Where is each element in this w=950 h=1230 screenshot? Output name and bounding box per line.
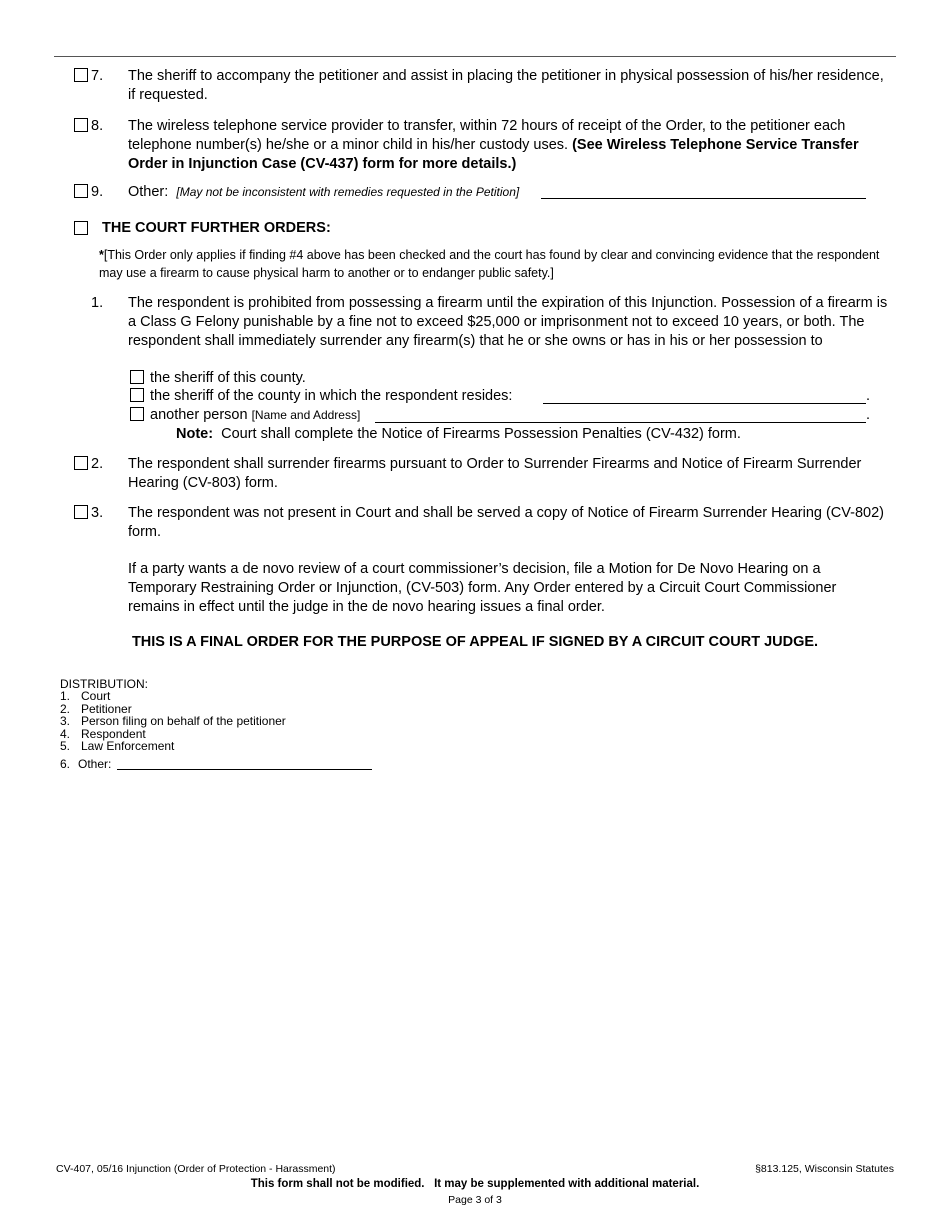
de-novo-paragraph: If a party wants a de novo review of a court commissioner’s decision, file a Motion for De Novo Hearing on a Temporary Restraining Order or Injunction, (CV-503) form. Any Order entered by a Circuit Court Commissioner remains in effect until the judge in the de novo hearing issues a final order. [128, 561, 837, 615]
firearm-item-2-text: The respondent shall surrender firearms pursuant to Order to Surrender Firearms and Notice of Firearm Surrender Hearing (CV-803) form. [128, 456, 862, 491]
distribution-title: DISTRIBUTION: [60, 677, 149, 691]
top-rule [54, 56, 896, 57]
item-7-number: 7. [91, 68, 104, 84]
another-person-field[interactable] [375, 422, 866, 423]
footer-statute: §813.125, Wisconsin Statutes [755, 1163, 894, 1175]
item-7-checkbox[interactable] [74, 68, 88, 87]
another-person-hint: [Name and Address] [251, 408, 361, 422]
firearm-item-1-number: 1. [91, 295, 104, 311]
option-sheriff-this-county-checkbox[interactable] [130, 370, 144, 389]
item-8-checkbox[interactable] [74, 118, 88, 137]
option-another-person-checkbox[interactable] [130, 407, 144, 426]
firearm-item-1-text: The respondent is prohibited from possessing a firearm until the expiration of this Injunction. Possession of a firearm is a Class G Felony punishable by a fine not to exceed $25,000 or imprisonment not to exceed 10 years, or both. The respondent shall immediately surrender any firearm(s) that he or she owns or has in his or her possession to [128, 295, 888, 349]
footer-form-id: CV-407, 05/16 Injunction (Order of Protection - Harassment) [56, 1163, 336, 1175]
distribution-other-label: 6. Other: [60, 757, 112, 771]
distribution-item: 5. Law Enforcement [60, 739, 175, 753]
further-orders-note: *[This Order only applies if finding #4 above has been checked and the court has found by clear and convincing evidence that the respondent may use a firearm to cause physical harm to another or to endanger public safety.] [99, 248, 880, 280]
distribution-item: 3. Person filing on behalf of the petitioner [60, 714, 286, 728]
another-person-period: . [866, 407, 871, 423]
further-orders-checkbox[interactable] [74, 221, 88, 240]
item-8-bold-text: (See Wireless Telephone Service Transfer Order in Injunction Case (CV-437) form for more details.) [128, 137, 859, 172]
distribution-item: 4. Respondent [60, 726, 146, 741]
firearms-note: Note: Court shall complete the Notice of Firearms Possession Penalties (CV-432) form. [176, 426, 741, 442]
footer-notice: This form shall not be modified. It may be supplemented with additional material. [250, 1178, 700, 1190]
distribution-list [60, 690, 286, 753]
distribution-item: 2. Petitioner [60, 701, 132, 716]
distribution-other-field[interactable] [117, 769, 372, 770]
option-sheriff-this-county-label: the sheriff of this county. [150, 370, 306, 386]
firearm-item-3-checkbox[interactable] [74, 505, 88, 524]
item-8-number: 8. [91, 118, 104, 134]
firearm-item-2-checkbox[interactable] [74, 456, 88, 475]
distribution-item: 1. Court [60, 689, 111, 703]
respondent-county-field[interactable] [543, 403, 866, 404]
item-8-text: The wireless telephone service provider to transfer, within 72 hours of receipt of the Order, to the petitioner each telephone number(s) he/she or a minor child in his/her custody uses. (See Wireless Telephone Service Transfer Order in Injunction Case (CV-437) form for more details.) [128, 118, 859, 172]
respondent-county-period: . [866, 388, 871, 404]
option-sheriff-respondent-county-checkbox[interactable] [130, 388, 144, 407]
item-9-other-field[interactable] [541, 198, 866, 199]
item-9-number: 9. [91, 184, 104, 200]
final-order-statement: THIS IS A FINAL ORDER FOR THE PURPOSE OF APPEAL IF SIGNED BY A CIRCUIT COURT JUDGE. [131, 634, 819, 650]
item-9-checkbox[interactable] [74, 184, 88, 203]
item-7-text: The sheriff to accompany the petitioner and assist in placing the petitioner in physical possession of his/her residence, if requested. [128, 68, 884, 103]
firearm-item-3-text: The respondent was not present in Court and shall be served a copy of Notice of Firearm Surrender Hearing (CV-802) form. [128, 505, 884, 540]
item-9-hint: [May not be inconsistent with remedies requested in the Petition] [176, 185, 520, 199]
option-another-person-label: another person [Name and Address] [150, 407, 361, 423]
further-orders-heading: THE COURT FURTHER ORDERS: [102, 220, 331, 236]
option-sheriff-respondent-county-label: the sheriff of the county in which the respondent resides: [150, 388, 513, 404]
firearm-item-2-number: 2. [91, 456, 104, 472]
item-9-label: Other: [May not be inconsistent with remedies requested in the Petition] [128, 184, 520, 200]
firearm-item-3-number: 3. [91, 505, 104, 521]
footer-page-number: Page 3 of 3 [448, 1194, 502, 1206]
